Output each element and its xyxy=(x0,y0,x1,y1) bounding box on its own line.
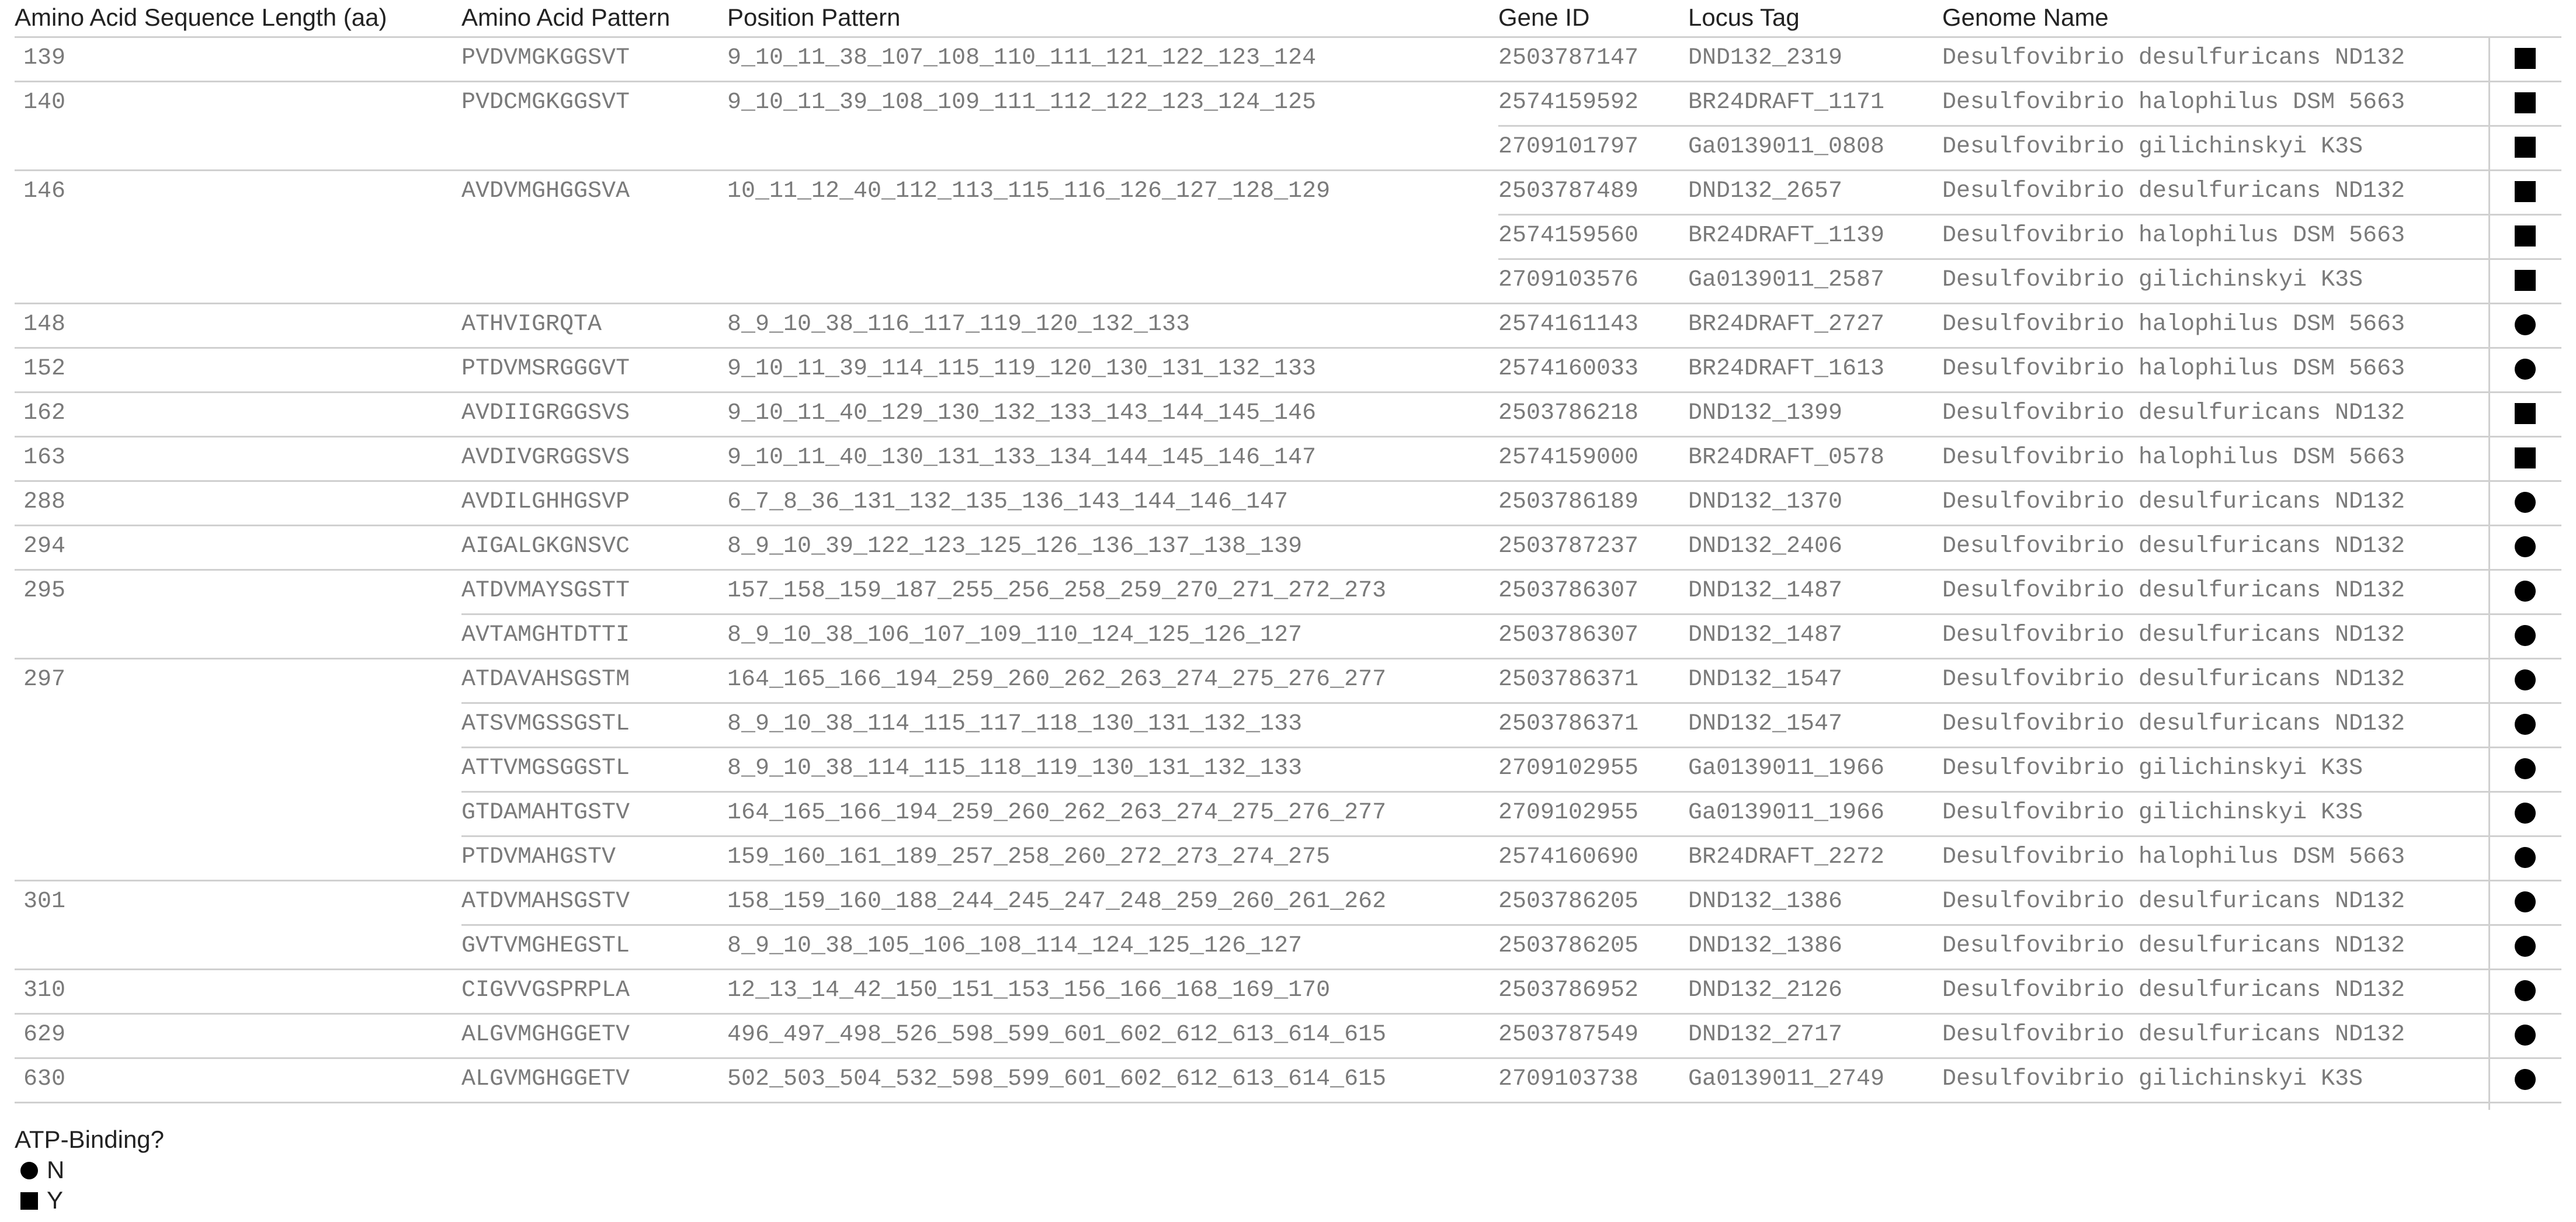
table-row xyxy=(15,1057,2561,1102)
gene-id-cell: 2503786371 xyxy=(1498,711,1639,737)
amino-acid-pattern-cell: PTDVMSRGGGVT xyxy=(461,356,630,382)
amino-acid-pattern-cell: ALGVMGHGGETV xyxy=(461,1066,630,1092)
legend-item-n xyxy=(15,1155,164,1185)
gene-id-cell: 2574159592 xyxy=(1498,89,1639,116)
table-row xyxy=(15,613,2561,658)
header-genome-name: Genome Name xyxy=(1942,4,2109,31)
amino-acid-pattern-cell: AVDIIGRGGSVS xyxy=(461,400,630,426)
genome-name-cell: Desulfovibrio gilichinskyi K3S xyxy=(1942,267,2363,293)
locus-tag-cell: DND132_2319 xyxy=(1688,45,1843,71)
gene-id-cell: 2503786205 xyxy=(1498,933,1639,959)
length-cell: 297 xyxy=(23,666,66,693)
position-pattern-cell: 8_9_10_38_105_106_108_114_124_125_126_127 xyxy=(727,933,1303,959)
genome-name-cell: Desulfovibrio halophilus DSM 5663 xyxy=(1942,356,2405,382)
locus-tag-cell: Ga0139011_2749 xyxy=(1688,1066,1885,1092)
circle-icon xyxy=(2515,936,2536,957)
gene-id-cell: 2709103738 xyxy=(1498,1066,1639,1092)
locus-tag-cell: BR24DRAFT_0578 xyxy=(1688,445,1885,471)
locus-tag-cell: Ga0139011_2587 xyxy=(1688,267,1885,293)
amino-acid-pattern-cell: AVDIVGRGGSVS xyxy=(461,445,630,471)
table-row xyxy=(15,214,2561,258)
amino-acid-pattern-cell: PTDVMAHGSTV xyxy=(461,844,616,870)
legend-title: ATP-Binding? xyxy=(15,1126,165,1153)
square-icon xyxy=(2515,447,2536,468)
position-pattern-cell: 9_10_11_40_129_130_132_133_143_144_145_146 xyxy=(727,400,1317,426)
position-pattern-cell: 6_7_8_36_131_132_135_136_143_144_146_147 xyxy=(727,489,1289,515)
length-cell: 146 xyxy=(23,178,66,204)
gene-id-cell: 2503786218 xyxy=(1498,400,1639,426)
gene-id-cell: 2574161143 xyxy=(1498,311,1639,338)
circle-icon xyxy=(2515,581,2536,602)
genome-name-cell: Desulfovibrio desulfuricans ND132 xyxy=(1942,400,2405,426)
genome-name-cell: Desulfovibrio gilichinskyi K3S xyxy=(1942,755,2363,782)
square-icon xyxy=(2515,403,2536,424)
locus-tag-cell: BR24DRAFT_2727 xyxy=(1688,311,1885,338)
genome-name-cell: Desulfovibrio gilichinskyi K3S xyxy=(1942,800,2363,826)
square-icon xyxy=(2515,92,2536,113)
header-length: Amino Acid Sequence Length (aa) xyxy=(15,4,387,31)
length-cell: 630 xyxy=(23,1066,66,1092)
gene-id-cell: 2574160033 xyxy=(1498,356,1639,382)
gene-id-cell: 2503786307 xyxy=(1498,622,1639,648)
table-row xyxy=(15,125,2561,169)
circle-icon xyxy=(2515,1069,2536,1090)
amino-acid-pattern-cell: ATDVMAYSGSTT xyxy=(461,578,630,604)
square-icon xyxy=(20,1192,38,1210)
position-pattern-cell: 8_9_10_38_116_117_119_120_132_133 xyxy=(727,311,1190,338)
position-pattern-cell: 159_160_161_189_257_258_260_272_273_274_275 xyxy=(727,844,1331,870)
amino-acid-pattern-cell: ATTVMGSGGSTL xyxy=(461,755,630,782)
circle-icon xyxy=(2515,314,2536,335)
position-pattern-cell: 8_9_10_39_122_123_125_126_136_137_138_139 xyxy=(727,533,1303,560)
amino-acid-pattern-cell: AVTAMGHTDTTI xyxy=(461,622,630,648)
position-pattern-cell: 9_10_11_39_114_115_119_120_130_131_132_133 xyxy=(727,356,1317,382)
circle-icon xyxy=(2515,758,2536,779)
genome-name-cell: Desulfovibrio desulfuricans ND132 xyxy=(1942,489,2405,515)
locus-tag-cell: DND132_1547 xyxy=(1688,666,1843,693)
length-cell: 310 xyxy=(23,977,66,1004)
position-pattern-cell: 9_10_11_39_108_109_111_112_122_123_124_125 xyxy=(727,89,1317,116)
table-row xyxy=(15,968,2561,1013)
amino-acid-pattern-cell: GTDAMAHTGSTV xyxy=(461,800,630,826)
circle-icon xyxy=(2515,803,2536,824)
table-row xyxy=(15,747,2561,791)
position-pattern-cell: 10_11_12_40_112_113_115_116_126_127_128_129 xyxy=(727,178,1331,204)
table-row xyxy=(15,169,2561,214)
genome-name-cell: Desulfovibrio gilichinskyi K3S xyxy=(1942,1066,2363,1092)
position-pattern-cell: 8_9_10_38_114_115_117_118_130_131_132_133 xyxy=(727,711,1303,737)
gene-id-cell: 2503787237 xyxy=(1498,533,1639,560)
genome-name-cell: Desulfovibrio desulfuricans ND132 xyxy=(1942,578,2405,604)
circle-icon xyxy=(2515,1025,2536,1046)
table-row xyxy=(15,1013,2561,1057)
table-row xyxy=(15,569,2561,613)
genome-name-cell: Desulfovibrio desulfuricans ND132 xyxy=(1942,622,2405,648)
table-row xyxy=(15,924,2561,968)
gene-id-cell: 2503786307 xyxy=(1498,578,1639,604)
square-icon xyxy=(2515,181,2536,202)
amino-acid-pattern-cell: CIGVVGSPRPLA xyxy=(461,977,630,1004)
position-pattern-cell: 8_9_10_38_106_107_109_110_124_125_126_127 xyxy=(727,622,1303,648)
position-pattern-cell: 8_9_10_38_114_115_118_119_130_131_132_133 xyxy=(727,755,1303,782)
amino-acid-pattern-cell: ATDAVAHSGSTM xyxy=(461,666,630,693)
locus-tag-cell: BR24DRAFT_2272 xyxy=(1688,844,1885,870)
genome-name-cell: Desulfovibrio halophilus DSM 5663 xyxy=(1942,445,2405,471)
circle-icon xyxy=(2515,536,2536,557)
gene-id-cell: 2503787147 xyxy=(1498,45,1639,71)
table-row xyxy=(15,36,2561,81)
genome-name-cell: Desulfovibrio desulfuricans ND132 xyxy=(1942,1022,2405,1048)
locus-tag-cell: Ga0139011_1966 xyxy=(1688,755,1885,782)
square-icon xyxy=(2515,225,2536,247)
gene-id-cell: 2709102955 xyxy=(1498,800,1639,826)
locus-tag-cell: DND132_2126 xyxy=(1688,977,1843,1004)
locus-tag-cell: Ga0139011_1966 xyxy=(1688,800,1885,826)
table-row xyxy=(15,303,2561,347)
table-row xyxy=(15,525,2561,569)
circle-icon xyxy=(2515,359,2536,380)
circle-icon xyxy=(2515,847,2536,868)
amino-acid-pattern-cell: AIGALGKGNSVC xyxy=(461,533,630,560)
legend-label-y: Y xyxy=(47,1186,64,1214)
amino-acid-pattern-cell: ATSVMGSSGSTL xyxy=(461,711,630,737)
genome-name-cell: Desulfovibrio halophilus DSM 5663 xyxy=(1942,89,2405,116)
table-bottom-border xyxy=(15,1102,2561,1103)
genome-name-cell: Desulfovibrio desulfuricans ND132 xyxy=(1942,533,2405,560)
circle-icon xyxy=(2515,891,2536,912)
circle-icon xyxy=(2515,669,2536,690)
table-row xyxy=(15,347,2561,391)
position-pattern-cell: 12_13_14_42_150_151_153_156_166_168_169_170 xyxy=(727,977,1331,1004)
gene-id-cell: 2503786205 xyxy=(1498,888,1639,915)
gene-id-cell: 2574160690 xyxy=(1498,844,1639,870)
legend-label-n: N xyxy=(47,1156,65,1183)
genome-name-cell: Desulfovibrio desulfuricans ND132 xyxy=(1942,977,2405,1004)
table-row xyxy=(15,81,2561,125)
table-row xyxy=(15,480,2561,525)
locus-tag-cell: BR24DRAFT_1139 xyxy=(1688,223,1885,249)
locus-tag-cell: DND132_1487 xyxy=(1688,622,1843,648)
amino-acid-pattern-cell: PVDCMGKGGSVT xyxy=(461,89,630,116)
locus-tag-cell: DND132_2657 xyxy=(1688,178,1843,204)
locus-tag-cell: DND132_1386 xyxy=(1688,888,1843,915)
locus-tag-cell: DND132_1386 xyxy=(1688,933,1843,959)
length-cell: 162 xyxy=(23,400,66,426)
table-row xyxy=(15,391,2561,436)
amino-acid-pattern-cell: AVDVMGHGGSVA xyxy=(461,178,630,204)
header-locus-tag: Locus Tag xyxy=(1688,4,1800,31)
gene-id-cell: 2574159000 xyxy=(1498,445,1639,471)
amino-acid-pattern-cell: ATDVMAHSGSTV xyxy=(461,888,630,915)
gene-id-cell: 2709102955 xyxy=(1498,755,1639,782)
circle-icon xyxy=(20,1162,38,1179)
length-cell: 163 xyxy=(23,445,66,471)
genome-name-cell: Desulfovibrio desulfuricans ND132 xyxy=(1942,933,2405,959)
square-icon xyxy=(2515,270,2536,291)
gene-id-cell: 2709101797 xyxy=(1498,134,1639,160)
position-pattern-cell: 164_165_166_194_259_260_262_263_274_275_276_277 xyxy=(727,666,1387,693)
locus-tag-cell: DND132_1370 xyxy=(1688,489,1843,515)
table-row xyxy=(15,702,2561,747)
position-pattern-cell: 164_165_166_194_259_260_262_263_274_275_276_277 xyxy=(727,800,1387,826)
genome-name-cell: Desulfovibrio desulfuricans ND132 xyxy=(1942,45,2405,71)
position-pattern-cell: 502_503_504_532_598_599_601_602_612_613_614_615 xyxy=(727,1066,1387,1092)
locus-tag-cell: DND132_1487 xyxy=(1688,578,1843,604)
circle-icon xyxy=(2515,625,2536,646)
locus-tag-cell: DND132_1399 xyxy=(1688,400,1843,426)
genome-name-cell: Desulfovibrio halophilus DSM 5663 xyxy=(1942,844,2405,870)
genome-name-cell: Desulfovibrio halophilus DSM 5663 xyxy=(1942,223,2405,249)
amino-acid-pattern-cell: GVTVMGHEGSTL xyxy=(461,933,630,959)
amino-acid-pattern-cell: PVDVMGKGGSVT xyxy=(461,45,630,71)
length-cell: 152 xyxy=(23,356,66,382)
locus-tag-cell: DND132_1547 xyxy=(1688,711,1843,737)
table-row xyxy=(15,835,2561,880)
length-cell: 288 xyxy=(23,489,66,515)
length-cell: 140 xyxy=(23,89,66,116)
gene-id-cell: 2503787549 xyxy=(1498,1022,1639,1048)
table-row xyxy=(15,880,2561,924)
legend-item-y xyxy=(15,1185,164,1216)
table-row xyxy=(15,258,2561,303)
genome-name-cell: Desulfovibrio desulfuricans ND132 xyxy=(1942,711,2405,737)
genome-name-cell: Desulfovibrio gilichinskyi K3S xyxy=(1942,134,2363,160)
square-icon xyxy=(2515,48,2536,69)
position-pattern-cell: 157_158_159_187_255_256_258_259_270_271_272_273 xyxy=(727,578,1387,604)
gene-id-cell: 2503786189 xyxy=(1498,489,1639,515)
length-cell: 139 xyxy=(23,45,66,71)
length-cell: 148 xyxy=(23,311,66,338)
locus-tag-cell: BR24DRAFT_1171 xyxy=(1688,89,1885,116)
length-cell: 295 xyxy=(23,578,66,604)
position-pattern-cell: 496_497_498_526_598_599_601_602_612_613_614_615 xyxy=(727,1022,1387,1048)
genome-name-cell: Desulfovibrio desulfuricans ND132 xyxy=(1942,666,2405,693)
length-cell: 629 xyxy=(23,1022,66,1048)
length-cell: 301 xyxy=(23,888,66,915)
amino-acid-pattern-cell: ATHVIGRQTA xyxy=(461,311,602,338)
genome-name-cell: Desulfovibrio halophilus DSM 5663 xyxy=(1942,311,2405,338)
table-row xyxy=(15,436,2561,480)
circle-icon xyxy=(2515,492,2536,513)
table-row xyxy=(15,791,2561,835)
position-pattern-cell: 158_159_160_188_244_245_247_248_259_260_261_262 xyxy=(727,888,1387,915)
position-pattern-cell: 9_10_11_40_130_131_133_134_144_145_146_147 xyxy=(727,445,1317,471)
header-amino-acid-pattern: Amino Acid Pattern xyxy=(461,4,671,31)
genome-name-cell: Desulfovibrio desulfuricans ND132 xyxy=(1942,178,2405,204)
gene-id-cell: 2503786371 xyxy=(1498,666,1639,693)
gene-id-cell: 2709103576 xyxy=(1498,267,1639,293)
locus-tag-cell: BR24DRAFT_1613 xyxy=(1688,356,1885,382)
amino-acid-pattern-cell: AVDILGHHGSVP xyxy=(461,489,630,515)
circle-icon xyxy=(2515,980,2536,1001)
locus-tag-cell: DND132_2406 xyxy=(1688,533,1843,560)
table-row xyxy=(15,658,2561,702)
header-position-pattern: Position Pattern xyxy=(727,4,901,31)
legend xyxy=(15,1124,164,1216)
locus-tag-cell: DND132_2717 xyxy=(1688,1022,1843,1048)
circle-icon xyxy=(2515,714,2536,735)
gene-id-cell: 2503786952 xyxy=(1498,977,1639,1004)
amino-acid-pattern-cell: ALGVMGHGGETV xyxy=(461,1022,630,1048)
header-gene-id: Gene ID xyxy=(1498,4,1590,31)
square-icon xyxy=(2515,137,2536,158)
position-pattern-cell: 9_10_11_38_107_108_110_111_121_122_123_124 xyxy=(727,45,1317,71)
length-cell: 294 xyxy=(23,533,66,560)
genome-name-cell: Desulfovibrio desulfuricans ND132 xyxy=(1942,888,2405,915)
locus-tag-cell: Ga0139011_0808 xyxy=(1688,134,1885,160)
gene-id-cell: 2503787489 xyxy=(1498,178,1639,204)
gene-id-cell: 2574159560 xyxy=(1498,223,1639,249)
